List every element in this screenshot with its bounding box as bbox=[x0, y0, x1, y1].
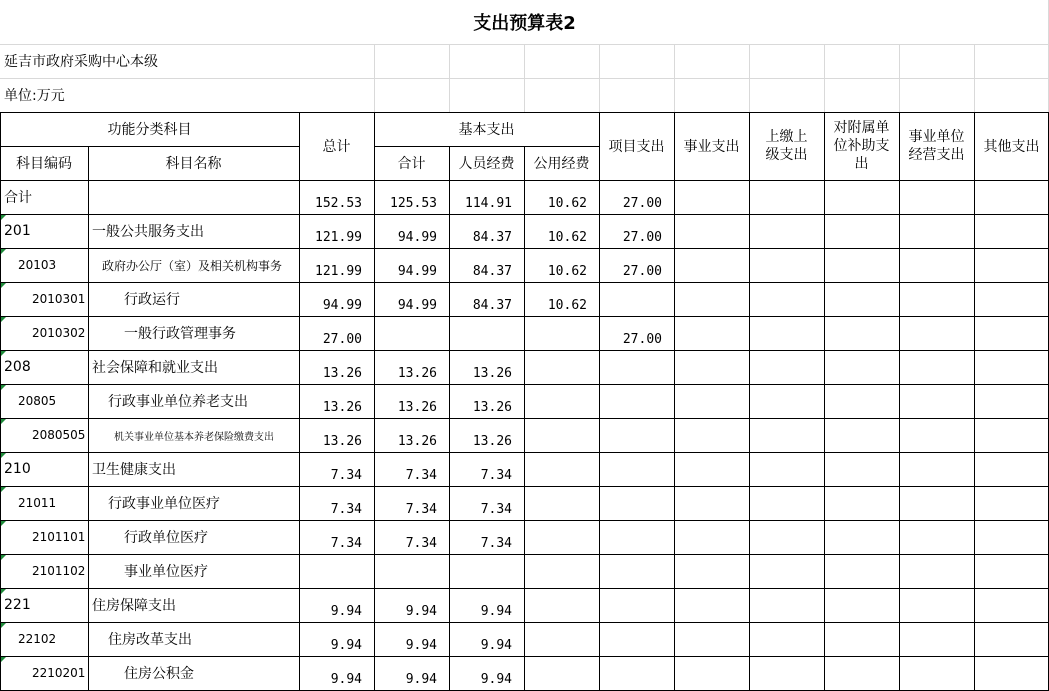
green-triangle-icon bbox=[1, 623, 6, 628]
table-border bbox=[974, 112, 975, 690]
cell-total: 13.26 bbox=[322, 366, 362, 381]
row-code: 22102 bbox=[18, 632, 57, 646]
cell-personnel: 9.94 bbox=[480, 604, 512, 619]
table-border bbox=[88, 146, 89, 690]
green-triangle-icon bbox=[1, 589, 6, 594]
table-border bbox=[0, 112, 1, 690]
green-triangle-icon bbox=[1, 317, 6, 322]
cell-total: 7.34 bbox=[330, 502, 362, 517]
cell-basic-sum: 94.99 bbox=[397, 264, 437, 279]
cell-public: 10.62 bbox=[547, 196, 587, 211]
cell-personnel: 7.34 bbox=[480, 536, 512, 551]
table-border bbox=[524, 146, 525, 690]
header-project: 项目支出 bbox=[608, 139, 665, 155]
header-code: 科目编码 bbox=[16, 156, 72, 172]
unit-label: 单位:万元 bbox=[4, 88, 65, 104]
cell-project: 27.00 bbox=[622, 332, 662, 347]
header-total: 总计 bbox=[322, 139, 351, 155]
table-border bbox=[899, 112, 900, 690]
header-public: 公用经费 bbox=[533, 156, 590, 172]
cell-project: 27.00 bbox=[622, 196, 662, 211]
green-triangle-icon bbox=[1, 555, 6, 560]
cell-basic-sum: 7.34 bbox=[405, 536, 437, 551]
green-triangle-icon bbox=[1, 419, 6, 424]
grid-line bbox=[974, 44, 975, 112]
header-basic: 基本支出 bbox=[458, 122, 515, 138]
cell-personnel: 7.34 bbox=[480, 502, 512, 517]
table-border bbox=[824, 112, 825, 690]
cell-basic-sum: 13.26 bbox=[397, 434, 437, 449]
cell-total: 121.99 bbox=[315, 230, 362, 245]
table-border bbox=[0, 146, 299, 147]
row-name: 一般行政管理事务 bbox=[124, 326, 236, 342]
grid-line bbox=[899, 44, 900, 112]
grid-line bbox=[374, 44, 375, 112]
row-code: 2101102 bbox=[32, 564, 86, 578]
green-triangle-icon bbox=[1, 657, 6, 662]
grid-line bbox=[449, 44, 450, 112]
row-code: 2010302 bbox=[32, 326, 86, 340]
row-code: 20103 bbox=[18, 258, 57, 272]
row-code: 21011 bbox=[18, 496, 57, 510]
row-name: 行政单位医疗 bbox=[124, 530, 208, 546]
table-border bbox=[299, 112, 300, 690]
cell-public: 10.62 bbox=[547, 264, 587, 279]
cell-personnel: 13.26 bbox=[472, 366, 512, 381]
cell-personnel: 7.34 bbox=[480, 468, 512, 483]
cell-basic-sum: 7.34 bbox=[405, 502, 437, 517]
header-func-category: 功能分类科目 bbox=[107, 122, 192, 138]
cell-total: 9.94 bbox=[330, 604, 362, 619]
cell-project: 27.00 bbox=[622, 230, 662, 245]
row-name: 行政运行 bbox=[124, 292, 180, 308]
cell-basic-sum: 9.94 bbox=[405, 604, 437, 619]
cell-total: 9.94 bbox=[330, 638, 362, 653]
cell-basic-sum: 7.34 bbox=[405, 468, 437, 483]
table-border bbox=[674, 112, 675, 690]
row-name: 政府办公厅（室）及相关机构事务 bbox=[102, 258, 283, 273]
cell-project: 27.00 bbox=[622, 264, 662, 279]
cell-public: 10.62 bbox=[547, 298, 587, 313]
cell-personnel: 9.94 bbox=[480, 638, 512, 653]
cell-personnel: 114.91 bbox=[465, 196, 512, 211]
green-triangle-icon bbox=[1, 215, 6, 220]
cell-basic-sum: 13.26 bbox=[397, 400, 437, 415]
grid-line bbox=[824, 44, 825, 112]
cell-basic-sum: 13.26 bbox=[397, 366, 437, 381]
table-border bbox=[449, 146, 450, 690]
cell-total: 121.99 bbox=[315, 264, 362, 279]
row-name: 住房改革支出 bbox=[108, 632, 192, 648]
row-name: 住房公积金 bbox=[124, 666, 194, 682]
green-triangle-icon bbox=[1, 351, 6, 356]
cell-personnel: 84.37 bbox=[472, 298, 512, 313]
cell-total: 7.34 bbox=[330, 468, 362, 483]
cell-total: 94.99 bbox=[322, 298, 362, 313]
row-name: 行政事业单位养老支出 bbox=[108, 394, 248, 410]
row-name: 事业单位医疗 bbox=[124, 564, 208, 580]
cell-total: 13.26 bbox=[322, 400, 362, 415]
green-triangle-icon bbox=[1, 487, 6, 492]
green-triangle-icon bbox=[1, 453, 6, 458]
header-subsidy: 对附属单位补助支出 bbox=[833, 120, 890, 172]
cell-total: 7.34 bbox=[330, 536, 362, 551]
cell-personnel: 13.26 bbox=[472, 400, 512, 415]
sheet-title: 支出预算表2 bbox=[473, 13, 576, 34]
cell-basic-sum: 125.53 bbox=[390, 196, 437, 211]
green-triangle-icon bbox=[1, 385, 6, 390]
row-code: 221 bbox=[4, 597, 31, 613]
cell-total: 9.94 bbox=[330, 672, 362, 687]
cell-basic-sum: 9.94 bbox=[405, 638, 437, 653]
cell-personnel: 9.94 bbox=[480, 672, 512, 687]
row-name: 卫生健康支出 bbox=[92, 462, 176, 478]
unit-name: 延吉市政府采购中心本级 bbox=[4, 54, 158, 70]
row-code: 201 bbox=[4, 223, 31, 239]
row-code: 2010301 bbox=[32, 292, 86, 306]
cell-total: 27.00 bbox=[322, 332, 362, 347]
header-personnel: 人员经费 bbox=[458, 156, 515, 172]
green-triangle-icon bbox=[1, 249, 6, 254]
header-other: 其他支出 bbox=[983, 139, 1040, 155]
row-name: 机关事业单位基本养老保险缴费支出 bbox=[114, 431, 274, 443]
table-border bbox=[374, 146, 599, 147]
row-name: 一般公共服务支出 bbox=[92, 224, 204, 240]
header-name: 科目名称 bbox=[165, 156, 222, 172]
cell-total: 13.26 bbox=[322, 434, 362, 449]
row-name: 社会保障和就业支出 bbox=[92, 360, 218, 376]
row-code: 2080505 bbox=[32, 428, 86, 442]
row-code: 2101101 bbox=[32, 530, 86, 544]
grid-line bbox=[674, 44, 675, 112]
grid-line bbox=[524, 44, 525, 112]
grid-line bbox=[599, 44, 600, 112]
table-border bbox=[374, 112, 375, 690]
cell-basic-sum: 94.99 bbox=[397, 298, 437, 313]
row-name: 住房保障支出 bbox=[92, 598, 176, 614]
table-border bbox=[749, 112, 750, 690]
cell-total: 152.53 bbox=[315, 196, 362, 211]
cell-personnel: 84.37 bbox=[472, 264, 512, 279]
header-operation: 事业单位经营支出 bbox=[908, 129, 965, 163]
row-code: 208 bbox=[4, 359, 31, 375]
grid-line bbox=[749, 44, 750, 112]
header-upper: 上缴上级支出 bbox=[765, 129, 808, 163]
cell-basic-sum: 94.99 bbox=[397, 230, 437, 245]
row-code: 210 bbox=[4, 461, 31, 477]
row-code: 2210201 bbox=[32, 666, 86, 680]
header-business: 事业支出 bbox=[683, 139, 740, 155]
row-code: 20805 bbox=[18, 394, 57, 408]
header-basic-sum: 合计 bbox=[397, 156, 426, 172]
row-name: 行政事业单位医疗 bbox=[108, 496, 220, 512]
cell-basic-sum: 9.94 bbox=[405, 672, 437, 687]
cell-public: 10.62 bbox=[547, 230, 587, 245]
cell-personnel: 84.37 bbox=[472, 230, 512, 245]
green-triangle-icon bbox=[1, 283, 6, 288]
green-triangle-icon bbox=[1, 521, 6, 526]
row-code: 合计 bbox=[4, 190, 32, 206]
table-border bbox=[0, 112, 1049, 113]
cell-personnel: 13.26 bbox=[472, 434, 512, 449]
table-border bbox=[599, 112, 600, 690]
